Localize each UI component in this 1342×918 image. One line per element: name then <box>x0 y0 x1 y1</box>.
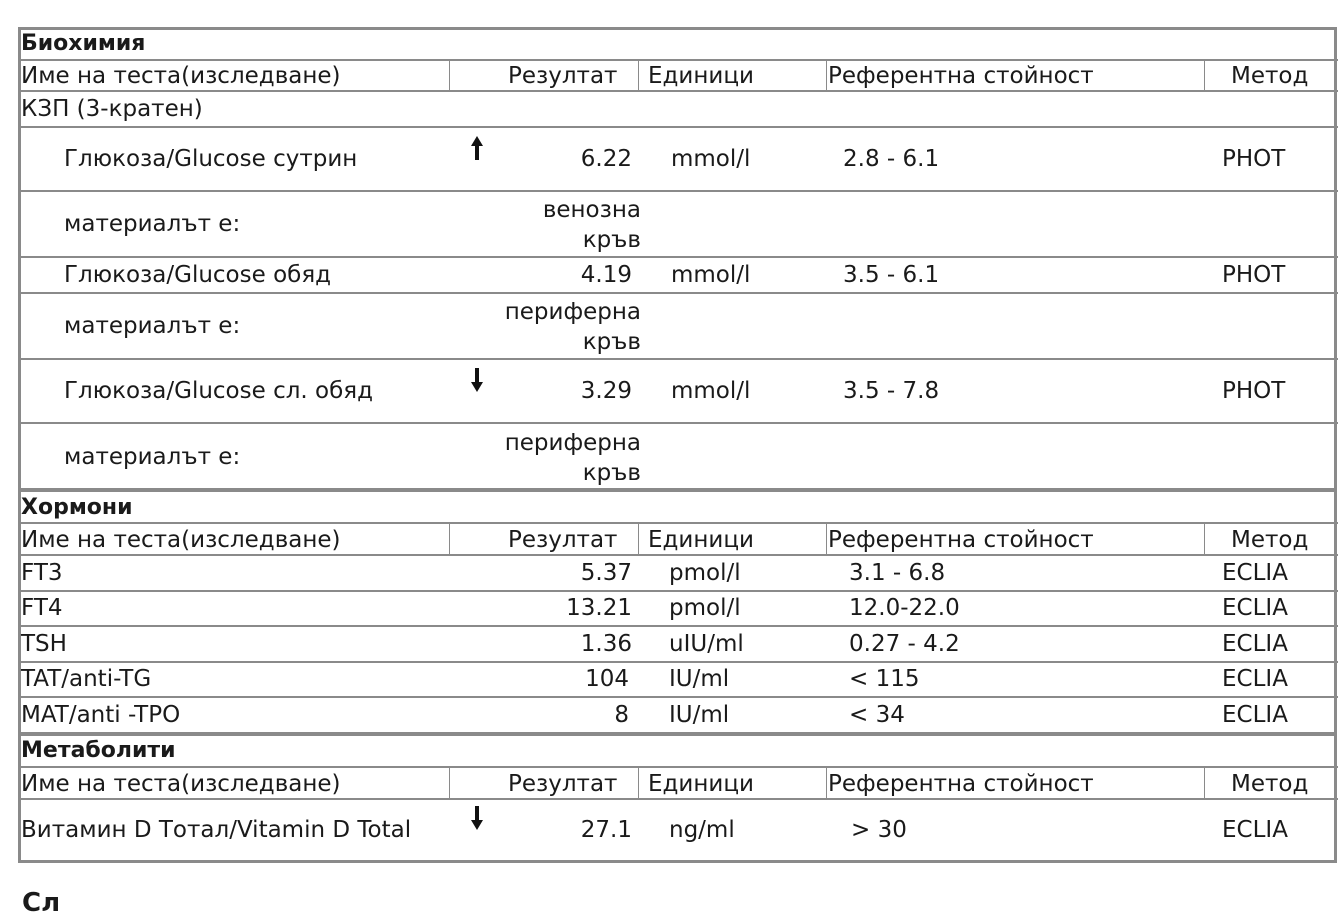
table-row <box>18 128 1338 192</box>
column-header-row <box>18 59 1338 92</box>
header-units: Единици <box>648 527 754 553</box>
test-result: 1.36 <box>580 631 632 657</box>
test-units: pmol/l <box>669 595 741 621</box>
header-method: Метод <box>1231 771 1309 797</box>
header-method: Метод <box>1231 63 1309 89</box>
header-units: Единици <box>648 63 754 89</box>
test-result: 3.29 <box>580 378 632 404</box>
test-reference: < 115 <box>849 666 920 692</box>
test-reference: 3.5 - 6.1 <box>843 262 940 288</box>
header-units: Единици <box>648 771 754 797</box>
header-reference: Референтна стойност <box>828 63 1094 89</box>
test-method: ECLIA <box>1222 817 1288 843</box>
test-result: 104 <box>585 666 629 692</box>
test-reference: 0.27 - 4.2 <box>849 631 960 657</box>
table-row <box>18 592 1338 627</box>
test-units: IU/ml <box>669 702 730 728</box>
test-reference: 2.8 - 6.1 <box>843 146 940 172</box>
table-row <box>18 800 1338 862</box>
test-reference: > 30 <box>851 817 907 843</box>
group-label: КЗП (3-кратен) <box>21 96 203 122</box>
test-method: ECLIA <box>1222 702 1288 728</box>
column-header-row <box>18 766 1338 800</box>
test-method: ECLIA <box>1222 631 1288 657</box>
test-name: TSH <box>21 631 67 657</box>
table-row <box>18 258 1338 294</box>
arrow-up-icon <box>467 134 487 162</box>
group-row <box>18 92 1338 128</box>
material-value: периферна кръв <box>504 299 641 355</box>
header-name: Име на теста(изследване) <box>21 527 341 553</box>
table-row <box>18 424 1338 490</box>
test-name: MAT/anti -TPO <box>21 702 181 728</box>
test-name: Глюкоза/Glucose сутрин <box>64 146 358 172</box>
test-reference: 3.1 - 6.8 <box>849 560 946 586</box>
column-header-row <box>18 522 1338 556</box>
header-result: Резултат <box>508 771 618 797</box>
table-row <box>18 556 1338 592</box>
test-result: 13.21 <box>566 595 632 621</box>
header-result: Резултат <box>508 527 618 553</box>
test-units: ng/ml <box>669 817 735 843</box>
test-name: FT3 <box>21 560 63 586</box>
test-name: TAT/anti-TG <box>21 666 152 692</box>
material-label: материалът е: <box>64 313 241 339</box>
test-method: PHOT <box>1222 378 1286 404</box>
test-method: PHOT <box>1222 146 1286 172</box>
test-method: PHOT <box>1222 262 1286 288</box>
test-units: mmol/l <box>671 378 751 404</box>
section-title-metabolites: Метаболити <box>21 738 176 763</box>
table-row <box>18 698 1338 734</box>
test-units: mmol/l <box>671 262 751 288</box>
test-result: 5.37 <box>580 560 632 586</box>
test-method: ECLIA <box>1222 560 1288 586</box>
test-units: mmol/l <box>671 146 751 172</box>
material-value: венозна кръв <box>542 197 641 253</box>
test-name: FT4 <box>21 595 63 621</box>
section-title-biochemistry: Биохимия <box>21 31 146 56</box>
material-value: периферна кръв <box>504 430 641 486</box>
header-name: Име на теста(изследване) <box>21 771 341 797</box>
section-title-hormones: Хормони <box>21 495 133 520</box>
test-reference: < 34 <box>849 702 905 728</box>
test-name: Глюкоза/Glucose сл. обяд <box>64 378 374 404</box>
material-label: материалът е: <box>64 211 241 237</box>
test-result: 6.22 <box>580 146 632 172</box>
test-method: ECLIA <box>1222 666 1288 692</box>
test-name: Глюкоза/Glucose обяд <box>64 262 332 288</box>
test-units: pmol/l <box>669 560 741 586</box>
table-row <box>18 294 1338 360</box>
table-row <box>18 360 1338 424</box>
test-result: 4.19 <box>580 262 632 288</box>
test-reference: 12.0-22.0 <box>849 595 960 621</box>
header-result: Резултат <box>508 63 618 89</box>
header-reference: Референтна стойност <box>828 771 1094 797</box>
test-method: ECLIA <box>1222 595 1288 621</box>
arrow-down-icon <box>467 804 487 832</box>
test-reference: 3.5 - 7.8 <box>843 378 940 404</box>
header-name: Име на теста(изследване) <box>21 63 341 89</box>
material-label: материалът е: <box>64 444 241 470</box>
table-row <box>18 192 1338 258</box>
cut-off-heading: Сл <box>22 888 61 918</box>
header-reference: Референтна стойност <box>828 527 1094 553</box>
arrow-down-icon <box>467 366 487 394</box>
header-method: Метод <box>1231 527 1309 553</box>
test-units: uIU/ml <box>669 631 744 657</box>
test-result: 27.1 <box>580 817 632 843</box>
table-row <box>18 663 1338 698</box>
test-name: Витамин D Тотал/Vitamin D Total <box>21 817 412 843</box>
test-result: 8 <box>614 702 629 728</box>
test-units: IU/ml <box>669 666 730 692</box>
table-row <box>18 627 1338 663</box>
